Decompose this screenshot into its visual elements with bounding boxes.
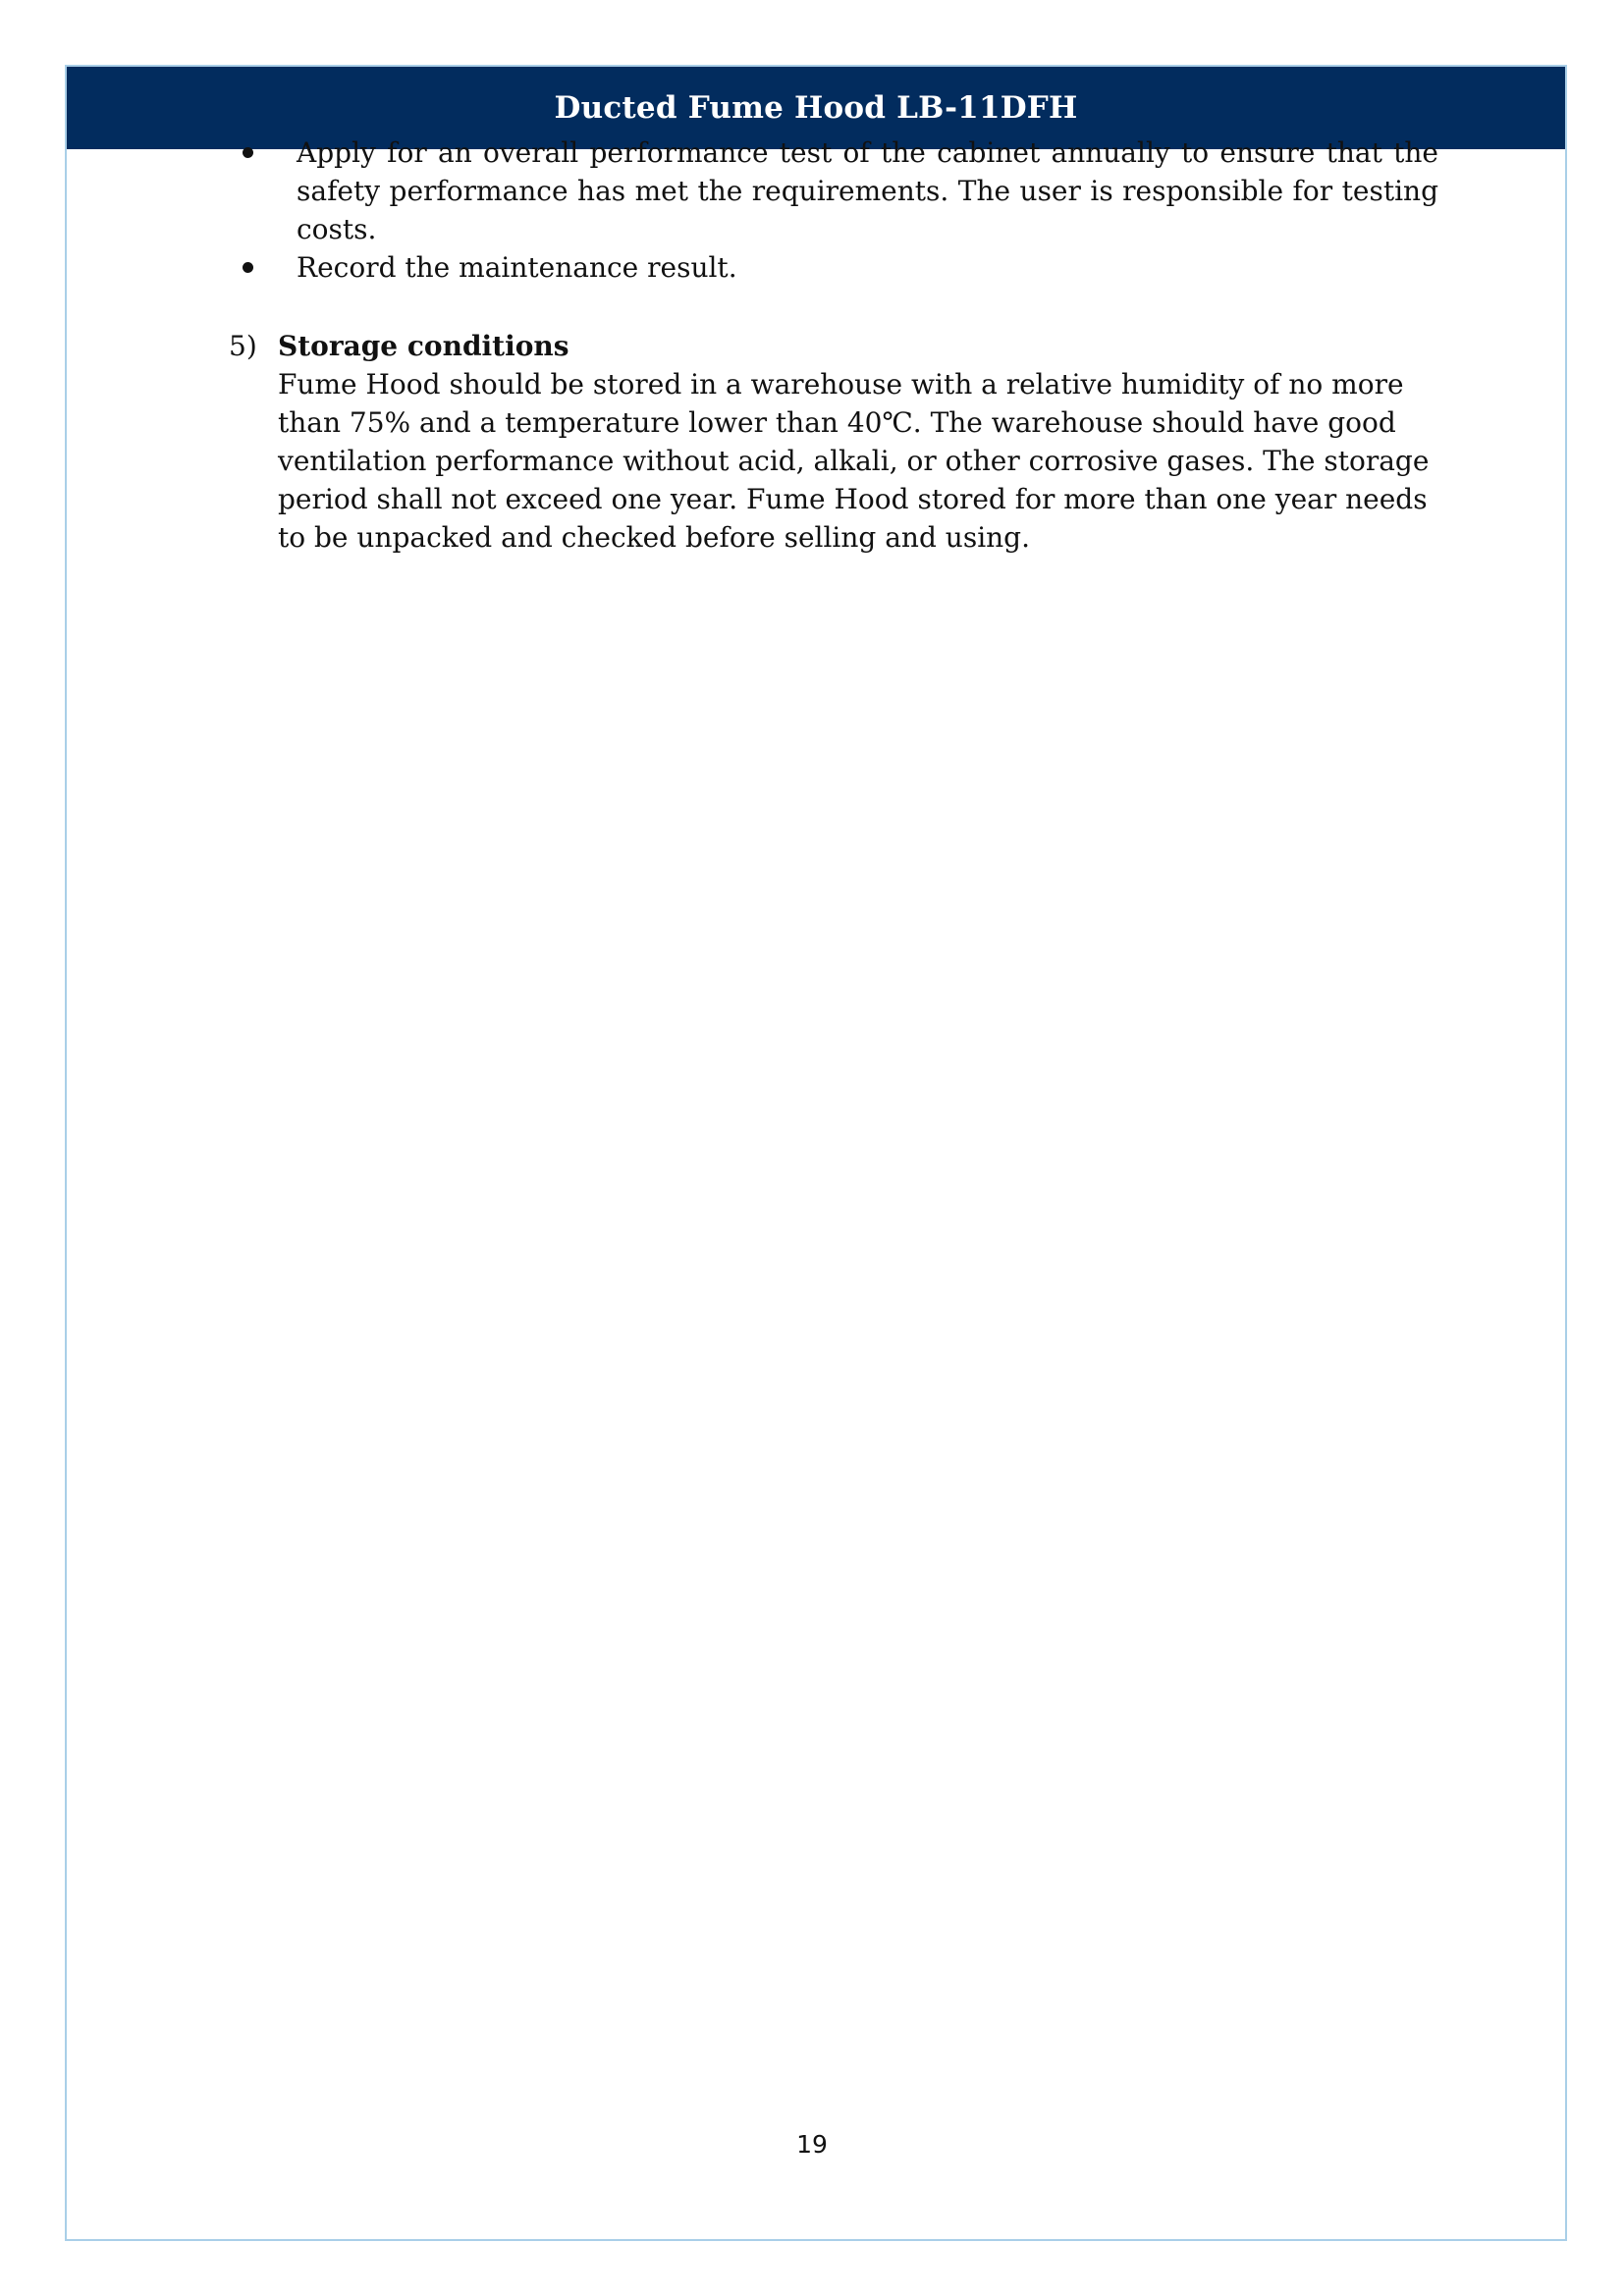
bullet-icon xyxy=(243,262,253,273)
bullet-text: Record the maintenance result. xyxy=(297,251,737,284)
bullet-text: Apply for an overall performance test of the cabinet annually to ensure that the safety performance has met the requirements. The user is responsible for testing costs. xyxy=(297,136,1438,245)
section-number: 5) xyxy=(229,330,257,362)
list-item xyxy=(229,248,1438,287)
content-area xyxy=(229,133,1438,557)
list-item xyxy=(229,133,1438,248)
page-title: Ducted Fume Hood LB-11DFH xyxy=(554,90,1078,126)
bullet-icon xyxy=(243,147,253,158)
storage-section xyxy=(229,327,1438,557)
page-number: 19 xyxy=(796,2130,828,2159)
section-body: Fume Hood should be stored in a warehouse with a relative humidity of no more than 75% and a temperature lower than 40℃. The warehouse should have good ventilation performance without acid, alkali, or other corrosive gases. The storage period shall not exceed one year. Fume Hood stored for more than one year needs to be unpacked and checked before selling and using. xyxy=(278,368,1430,554)
bullet-list xyxy=(229,133,1438,287)
section-heading: Storage conditions xyxy=(278,330,569,362)
